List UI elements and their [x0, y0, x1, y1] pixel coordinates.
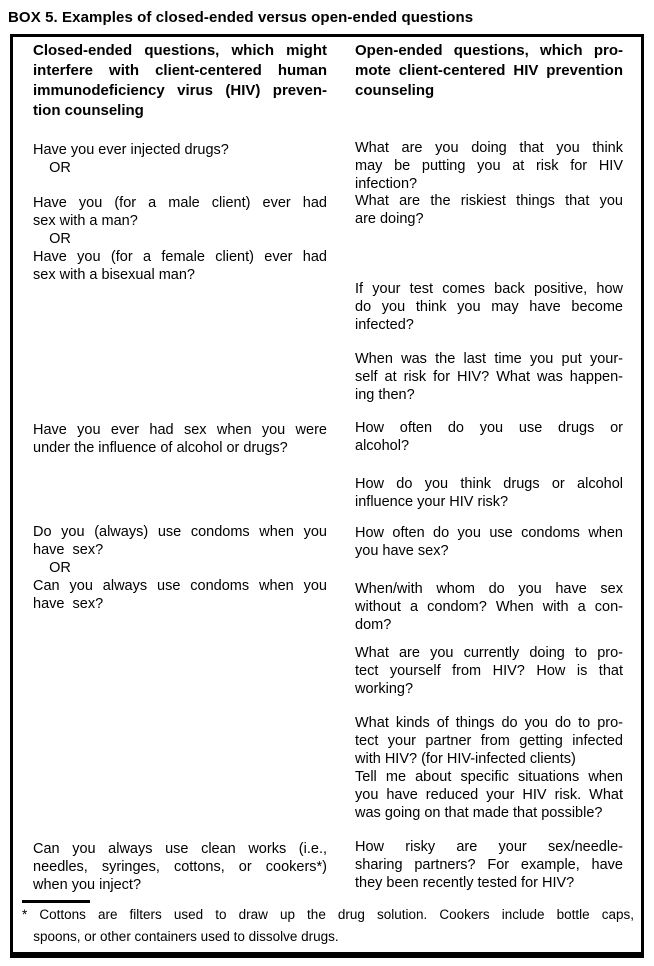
text-line: * Cottons are filters used to draw up the drug solution. Cookers include bottle caps, [22, 907, 634, 922]
text-line: are doing? [355, 211, 424, 227]
text-line: immunodeficiency virus (HIV) preven- [33, 82, 327, 99]
open-q-condom-freq [355, 524, 623, 560]
open-q-riskiest-things [355, 192, 623, 228]
closed-q-injected-drugs [33, 141, 327, 177]
text-line: How do you think drugs or alcohol [355, 476, 623, 492]
text-line: have sex? [33, 596, 104, 612]
text-line: Tell me about specific situations when [355, 769, 623, 785]
closed-q-sex-alcohol [33, 421, 327, 457]
text-line: interfere with client-centered human [33, 62, 327, 79]
text-line: was going on that made that possible? [355, 805, 603, 821]
text-line: under the influence of alcohol or drugs? [33, 440, 288, 456]
open-q-drugs-alcohol-influence [355, 475, 623, 511]
open-q-test-positive [355, 280, 623, 334]
text-line: tect your partner from getting infected [355, 733, 623, 749]
left-column-header [33, 41, 327, 121]
closed-q-sex-with-man [33, 194, 327, 284]
text-line: dom? [355, 617, 392, 633]
text-line: spoons, or other containers used to dissolve drugs. [22, 929, 339, 944]
open-q-drugs-alcohol-freq [355, 419, 623, 455]
text-line: How often do you use drugs or [355, 420, 623, 436]
text-line: OR [33, 160, 71, 176]
text-line: Can you always use condoms when you [33, 578, 327, 594]
text-line: Have you (for a female client) ever had [33, 249, 327, 265]
text-line: If your test comes back positive, how [355, 281, 623, 297]
text-line: needles, syringes, cottons, or cookers*) [33, 859, 327, 875]
text-line: counseling [355, 82, 435, 99]
open-q-risk-think [355, 139, 623, 193]
text-line: with HIV? (for HIV-infected clients) [355, 751, 576, 767]
text-line: do you think you may have become [355, 299, 623, 315]
text-line: you have reduced your HIV risk. What [355, 787, 623, 803]
text-line: When/with whom do you have sex [355, 581, 623, 597]
text-line: without a condom? When with a con- [355, 599, 623, 615]
text-line: tect yourself from HIV? How is that [355, 663, 623, 679]
text-line: alcohol? [355, 438, 410, 454]
text-line: influence your HIV risk? [355, 494, 509, 510]
text-line: sharing partners? For example, have [355, 857, 623, 873]
text-line: self at risk for HIV? What was happen- [355, 369, 623, 385]
text-line: have sex? [33, 542, 104, 558]
text-line: you have sex? [355, 543, 449, 559]
examples-box [10, 34, 644, 958]
open-q-partners-risky [355, 838, 623, 892]
footnote-rule [22, 900, 90, 903]
open-q-currently-doing [355, 644, 623, 698]
open-q-condom-when [355, 580, 623, 634]
text-line: sex with a man? [33, 213, 138, 229]
right-column-header [355, 41, 623, 101]
text-line: Have you ever had sex when you were [33, 422, 327, 438]
text-line: infection? [355, 176, 418, 192]
open-q-last-time-risk [355, 350, 623, 404]
text-line: How often do you use condoms when [355, 525, 623, 541]
text-line: they been recently tested for HIV? [355, 875, 575, 891]
text-line: Have you (for a male client) ever had [33, 195, 327, 211]
text-line: when you inject? [33, 877, 142, 893]
text-line: Do you (always) use condoms when you [33, 524, 327, 540]
text-line: How risky are your sex/needle- [355, 839, 623, 855]
text-line: working? [355, 681, 414, 697]
text-line: ing then? [355, 387, 415, 403]
text-line: When was the last time you put your- [355, 351, 623, 367]
text-line: What are you currently doing to pro- [355, 645, 623, 661]
text-line: Have you ever injected drugs? [33, 142, 229, 158]
text-line: may be putting you at risk for HIV [355, 158, 623, 174]
text-line: infected? [355, 317, 414, 333]
text-line: What are the riskiest things that you [355, 193, 623, 209]
text-line: Open-ended questions, which pro- [355, 42, 623, 59]
text-line: Closed-ended questions, which might [33, 42, 327, 59]
text-line: mote client-centered HIV prevention [355, 62, 623, 79]
text-line: tion counseling [33, 102, 144, 119]
text-line: Can you always use clean works (i.e., [33, 841, 327, 857]
text-line: What are you doing that you think [355, 140, 623, 156]
text-line: OR [33, 231, 71, 247]
open-q-protect-partner [355, 714, 623, 822]
text-line: OR [33, 560, 71, 576]
closed-q-condoms [33, 523, 327, 613]
closed-q-clean-works [33, 840, 327, 894]
box-title: BOX 5. Examples of closed-ended versus open-ended questions [8, 9, 474, 26]
text-line: What kinds of things do you do to pro- [355, 715, 623, 731]
text-line: sex with a bisexual man? [33, 267, 195, 283]
footnote [22, 904, 634, 948]
